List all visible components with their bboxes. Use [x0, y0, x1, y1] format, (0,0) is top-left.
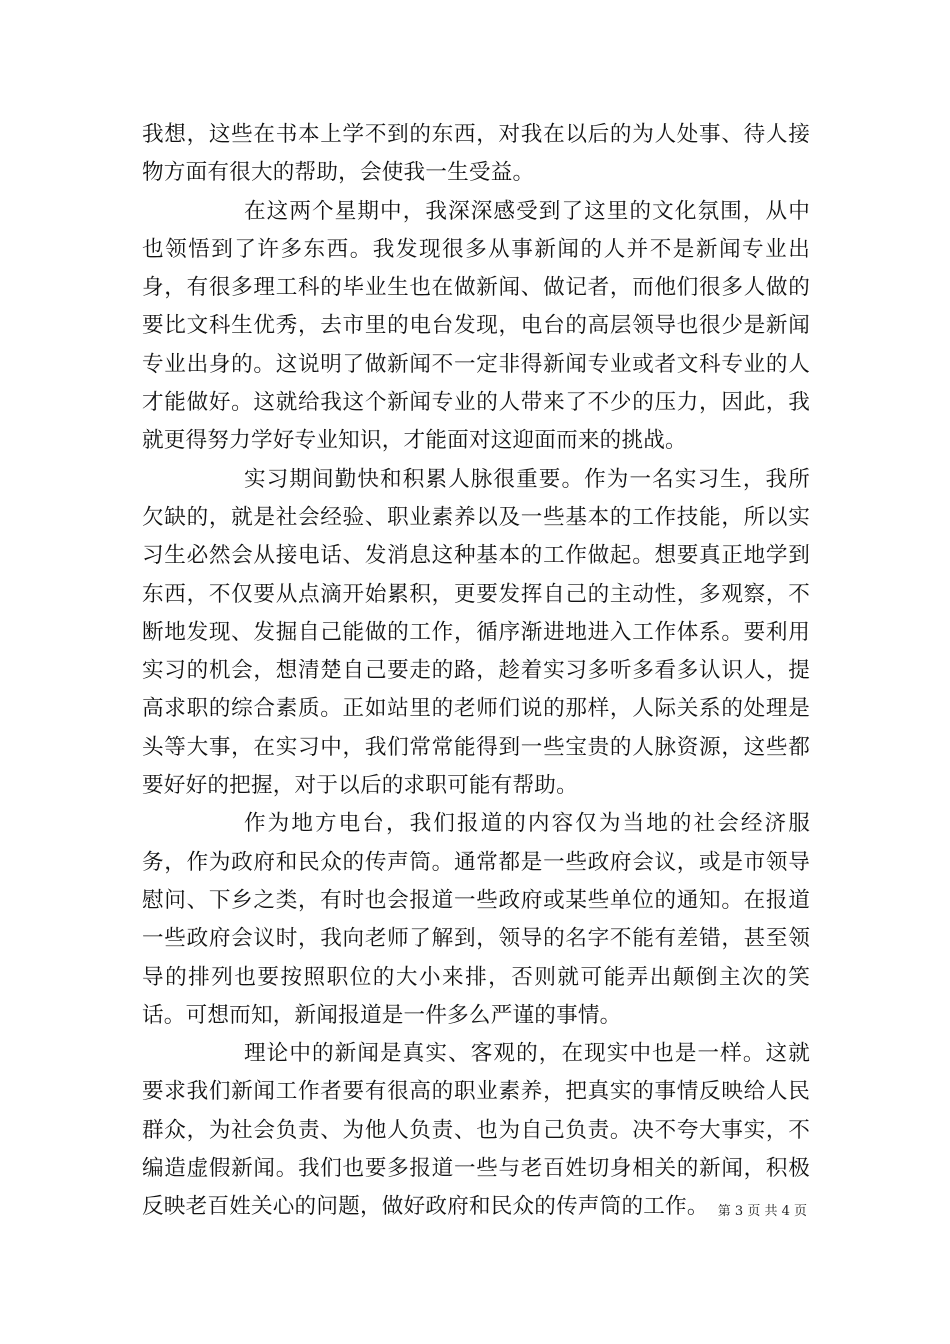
- paragraph-5: 理论中的新闻是真实、客观的，在现实中也是一样。这就要求我们新闻工作者要有很高的职业素养，把真实的事情反映给人民群众，为社会负责、为他人负责、也为自己负责。决不夸大事实，不编造虚假新闻。我们也要多报道一些与老百姓切身相关的新闻，积极反映老百姓关心的问题，做好政府和民众的传声筒的工作。: [142, 1041, 810, 1220]
- paragraph-2: 在这两个星期中，我深深感受到了这里的文化氛围，从中也领悟到了许多东西。我发现很多从事新闻的人并不是新闻专业出身，有很多理工科的毕业生也在做新闻、做记者，而他们很多人做的要比文科生优秀，去市里的电台发现，电台的高层领导也很少是新闻专业出身的。这说明了做新闻不一定非得新闻专业或者文科专业的人才能做好。这就给我这个新闻专业的人带来了不少的压力，因此，我就更得努力学好专业知识，才能面对这迎面而来的挑战。: [142, 198, 810, 454]
- paragraph-4: 作为地方电台，我们报道的内容仅为当地的社会经济服务，作为政府和民众的传声筒。通常都是一些政府会议，或是市领导慰问、下乡之类，有时也会报道一些政府或某些单位的通知。在报道一些政府会议时，我向老师了解到，领导的名字不能有差错，甚至领导的排列也要按照职位的大小来排，否则就可能弄出颠倒主次的笑话。可想而知，新闻报道是一件多么严谨的事情。: [142, 811, 810, 1028]
- paragraph-3: 实习期间勤快和积累人脉很重要。作为一名实习生，我所欠缺的，就是社会经验、职业素养以及一些基本的工作技能，所以实习生必然会从接电话、发消息这种基本的工作做起。想要真正地学到东西，不仅要从点滴开始累积，更要发挥自己的主动性，多观察，不断地发现、发掘自己能做的工作，循序渐进地进入工作体系。要利用实习的机会，想清楚自己要走的路，趁着实习多听多看多认识人，提高求职的综合素质。正如站里的老师们说的那样，人际关系的处理是头等大事，在实习中，我们常常能得到一些宝贵的人脉资源，这些都要好好的把握，对于以后的求职可能有帮助。: [142, 466, 810, 799]
- document-body: [142, 116, 810, 1227]
- page-number-footer: 第 3 页 共 4 页: [717, 1204, 807, 1219]
- paragraph-1: 我想，这些在书本上学不到的东西，对我在以后的为人处事、待人接物方面有很大的帮助，会使我一生受益。: [142, 122, 810, 186]
